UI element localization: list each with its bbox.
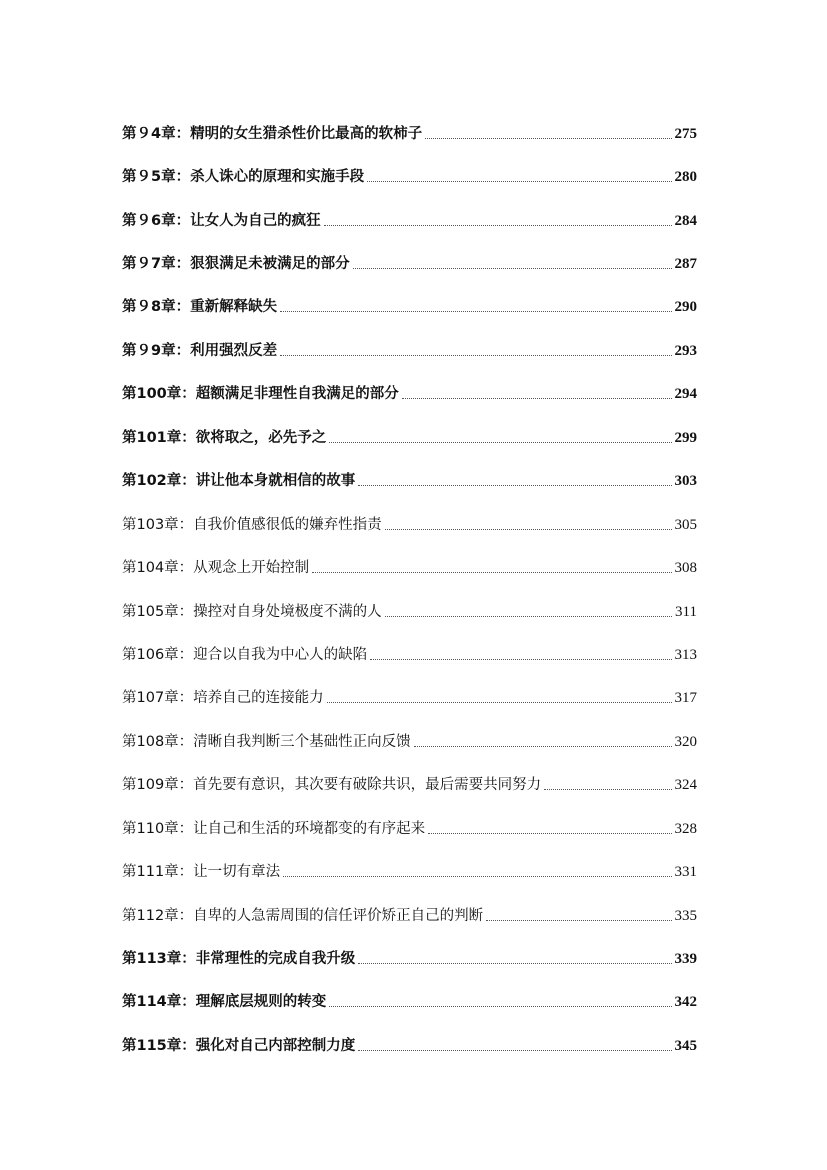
dot-leader (353, 267, 672, 269)
toc-entry[interactable] (122, 720, 697, 763)
toc-entry-page: 303 (674, 473, 697, 490)
toc-entry[interactable] (122, 590, 697, 633)
toc-entry-title: 第115章：强化对自己内部控制力度 (122, 1037, 356, 1054)
toc-entry[interactable] (122, 416, 697, 459)
toc-entry-page: 335 (674, 907, 697, 924)
dot-leader (370, 658, 671, 660)
toc-entry-page: 317 (674, 690, 697, 707)
toc-entry-page: 313 (674, 646, 697, 663)
dot-leader (425, 137, 671, 139)
toc-entry-title: 第112章：自卑的人急需周围的信任评价矫正自己的判断 (122, 907, 484, 924)
toc-entry-title: 第110章：让自己和生活的环境都变的有序起来 (122, 820, 426, 837)
toc-entry[interactable] (122, 937, 697, 980)
toc-entry-page: 294 (674, 386, 697, 403)
dot-leader (385, 528, 672, 530)
toc-entry-page: 345 (674, 1037, 697, 1054)
toc-entry[interactable] (122, 764, 697, 807)
dot-leader (414, 745, 672, 747)
toc-entry[interactable] (122, 1024, 697, 1067)
dot-leader (402, 397, 672, 399)
toc-entry[interactable] (122, 155, 697, 198)
toc-entry-title: 第103章：自我价值感很低的嫌弃性指责 (122, 516, 382, 533)
toc-entry-title: 第105章：操控对自身处境极度不满的人 (122, 603, 382, 620)
toc-entry[interactable] (122, 894, 697, 937)
dot-leader (544, 788, 671, 790)
toc-entry-page: 284 (674, 212, 697, 229)
toc-entry-title: 第９8章：重新解释缺失 (122, 299, 278, 316)
toc-entry[interactable] (122, 286, 697, 329)
toc-entry-page: 311 (675, 603, 697, 620)
dot-leader (367, 180, 671, 182)
toc-entry-title: 第104章：从观念上开始控制 (122, 560, 310, 577)
toc-entry-page: 324 (674, 777, 697, 794)
toc-entry[interactable] (122, 850, 697, 893)
dot-leader (312, 571, 671, 573)
dot-leader (329, 1005, 671, 1007)
dot-leader (329, 441, 671, 443)
table-of-contents (122, 112, 697, 1068)
toc-entry-page: 328 (674, 820, 697, 837)
toc-entry[interactable] (122, 112, 697, 155)
toc-entry[interactable] (122, 677, 697, 720)
toc-entry-title: 第９7章：狠狠满足未被满足的部分 (122, 256, 350, 273)
toc-entry[interactable] (122, 546, 697, 589)
toc-entry[interactable] (122, 373, 697, 416)
dot-leader (327, 701, 672, 703)
toc-entry-title: 第106章：迎合以自我为中心人的缺陷 (122, 646, 368, 663)
toc-entry-title: 第９6章：让女人为自己的疯狂 (122, 212, 321, 229)
toc-entry-title: 第９5章：杀人诛心的原理和实施手段 (122, 169, 365, 186)
toc-entry[interactable] (122, 981, 697, 1024)
dot-leader (324, 224, 672, 226)
toc-entry-title: 第108章：清晰自我判断三个基础性正向反馈 (122, 733, 411, 750)
toc-entry-title: 第113章：非常理性的完成自我升级 (122, 951, 356, 968)
toc-entry[interactable] (122, 633, 697, 676)
toc-entry[interactable] (122, 199, 697, 242)
toc-entry[interactable] (122, 242, 697, 285)
toc-entry-title: 第111章：让一切有章法 (122, 864, 281, 881)
dot-leader (358, 1049, 671, 1051)
toc-entry-page: 275 (674, 125, 697, 142)
toc-entry-title: 第114章：理解底层规则的转变 (122, 994, 327, 1011)
dot-leader (358, 484, 671, 486)
toc-entry-title: 第102章：讲让他本身就相信的故事 (122, 473, 356, 490)
dot-leader (280, 310, 671, 312)
toc-entry[interactable] (122, 460, 697, 503)
toc-entry-page: 280 (674, 169, 697, 186)
toc-entry-page: 342 (674, 994, 697, 1011)
toc-entry[interactable] (122, 503, 697, 546)
toc-entry[interactable] (122, 329, 697, 372)
toc-entry-title: 第109章：首先要有意识，其次要有破除共识，最后需要共同努力 (122, 777, 542, 794)
toc-entry-page: 287 (674, 256, 697, 273)
dot-leader (385, 615, 672, 617)
toc-entry[interactable] (122, 807, 697, 850)
toc-entry-title: 第９9章：利用强烈反差 (122, 342, 278, 359)
toc-entry-page: 305 (674, 516, 697, 533)
toc-entry-page: 290 (674, 299, 697, 316)
toc-entry-title: 第101章：欲将取之，必先予之 (122, 429, 327, 446)
toc-entry-title: 第107章：培养自己的连接能力 (122, 690, 324, 707)
toc-entry-page: 331 (674, 864, 697, 881)
dot-leader (358, 962, 671, 964)
dot-leader (280, 354, 671, 356)
dot-leader (283, 875, 671, 877)
toc-entry-page: 299 (674, 429, 697, 446)
toc-entry-title: 第９4章：精明的女生猎杀性价比最高的软柿子 (122, 125, 423, 142)
dot-leader (486, 919, 671, 921)
toc-entry-page: 293 (674, 342, 697, 359)
toc-entry-page: 308 (674, 560, 697, 577)
toc-entry-page: 320 (674, 733, 697, 750)
toc-entry-page: 339 (674, 951, 697, 968)
dot-leader (428, 832, 671, 834)
toc-entry-title: 第100章：超额满足非理性自我满足的部分 (122, 386, 399, 403)
